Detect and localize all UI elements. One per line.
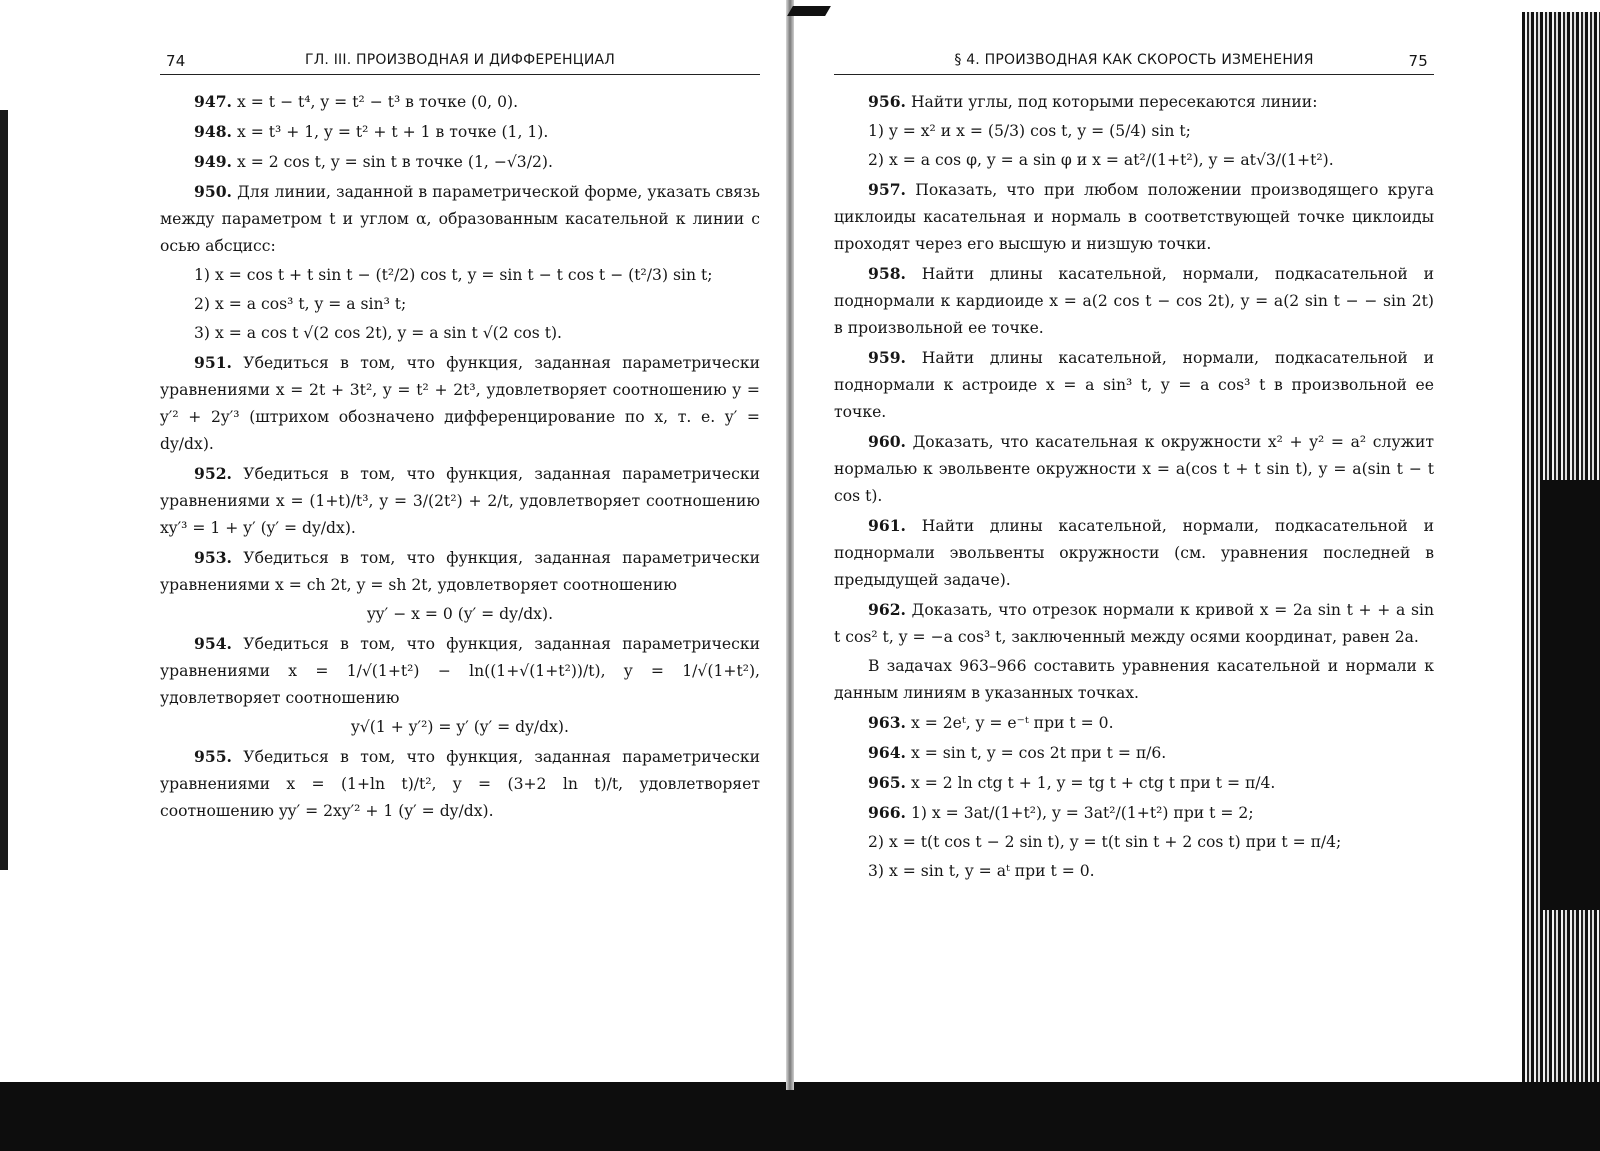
problem-number: 950. [194, 182, 232, 201]
problem-text: x = 2 cos t, y = sin t в точке (1, −√3/2). [236, 153, 553, 171]
right-running-title: § 4. ПРОИЗВОДНАЯ КАК СКОРОСТЬ ИЗМЕНЕНИЯ [954, 52, 1314, 68]
left-page-number: 74 [166, 52, 186, 70]
problem-text: x = t³ + 1, y = t² + t + 1 в точке (1, 1). [236, 123, 549, 141]
problem-952 [160, 460, 760, 542]
problem-956 [834, 88, 1434, 116]
problem-text: Убедиться в том, что функция, заданная параметрически уравнениями x = 1/√(1+t²) − ln((1+√(1+t²))/t), y = 1/√(1+t²), удовлетворяет соотношению [160, 635, 760, 707]
text-line [834, 118, 1434, 145]
problem-text: 1) x = cos t + t sin t − (t²/2) cos t, y = sin t − t cos t − (t²/3) sin t; [194, 266, 713, 284]
problem-text: 2) x = a cos φ, y = a sin φ и x = at²/(1+t²), y = at√3/(1+t²). [868, 151, 1334, 169]
problem-number: 966. [868, 803, 906, 822]
problem-text: Убедиться в том, что функция, заданная параметрически уравнениями x = ch 2t, y = sh 2t, удовлетворяет соотношению [160, 549, 760, 594]
problem-text: В задачах 963–966 составить уравнения касательной и нормали к данным линиям в указанных точках. [834, 657, 1434, 702]
text-line [160, 601, 760, 628]
right-running-head [834, 48, 1434, 75]
scan-left-edge [0, 110, 8, 870]
problem-number: 965. [868, 773, 906, 792]
problem-947 [160, 88, 760, 116]
book-spine [786, 0, 794, 1090]
problem-number: 962. [868, 600, 906, 619]
problem-962 [834, 596, 1434, 651]
problem-number: 957. [868, 180, 906, 199]
problem-text: Доказать, что отрезок нормали к кривой x = 2a sin t + + a sin t cos² t, y = −a cos³ t, заключенный между осями координат, равен 2a. [834, 601, 1434, 646]
problem-963 [834, 709, 1434, 737]
problem-949 [160, 148, 760, 176]
text-line [834, 858, 1434, 885]
problem-text: 2) x = t(t cos t − 2 sin t), y = t(t sin t + 2 cos t) при t = π/4; [868, 833, 1342, 851]
problem-text: x = 2eᵗ, y = e⁻ᵗ при t = 0. [910, 714, 1114, 732]
problem-958 [834, 260, 1434, 342]
problem-text: Показать, что при любом положении производящего круга циклоиды касательная и нормаль в соответствующей точке циклоиды проходят через его высшую и низшую точки. [834, 181, 1434, 253]
text-line [834, 653, 1434, 707]
problem-number: 963. [868, 713, 906, 732]
problem-number: 959. [868, 348, 906, 367]
problem-text: x = 2 ln ctg t + 1, y = tg t + ctg t при t = π/4. [910, 774, 1276, 792]
scan-right-shadow [1540, 480, 1600, 910]
problem-number: 948. [194, 122, 232, 141]
problem-text: x = t − t⁴, y = t² − t³ в точке (0, 0). [236, 93, 519, 111]
problem-959 [834, 344, 1434, 426]
problem-text: Доказать, что касательная к окружности x² + y² = a² служит нормалью к эвольвенте окружности x = a(cos t + t sin t), y = a(sin t − t cos t). [834, 433, 1434, 505]
problem-number: 964. [868, 743, 906, 762]
problem-950 [160, 178, 760, 260]
text-line [160, 714, 760, 741]
problem-951 [160, 349, 760, 458]
problem-948 [160, 118, 760, 146]
problem-960 [834, 428, 1434, 510]
left-page-body [160, 88, 760, 827]
problem-number: 947. [194, 92, 232, 111]
text-line [834, 147, 1434, 174]
problem-number: 958. [868, 264, 906, 283]
problem-number: 953. [194, 548, 232, 567]
problem-number: 954. [194, 634, 232, 653]
right-page-number: 75 [1408, 52, 1428, 70]
problem-number: 952. [194, 464, 232, 483]
problem-text: 1) x = 3at/(1+t²), y = 3at²/(1+t²) при t = 2; [910, 804, 1254, 822]
problem-961 [834, 512, 1434, 594]
problem-954 [160, 630, 760, 712]
problem-number: 955. [194, 747, 232, 766]
problem-953 [160, 544, 760, 599]
problem-965 [834, 769, 1434, 797]
problem-text: Убедиться в том, что функция, заданная параметрически уравнениями x = (1+t)/t³, y = 3/(2t²) + 2/t, удовлетворяет соотношению xy′³ = 1 + y′ (y′ = dy/dx). [160, 465, 760, 537]
text-line [160, 291, 760, 318]
problem-text: Для линии, заданной в параметрической форме, указать связь между параметром t и углом α, образованным касательной к линии с осью абсцисс: [160, 183, 760, 255]
problem-number: 956. [868, 92, 906, 111]
problem-number: 961. [868, 516, 906, 535]
problem-964 [834, 739, 1434, 767]
right-page-body [834, 88, 1434, 887]
problem-number: 951. [194, 353, 232, 372]
problem-text: 3) x = a cos t √(2 cos 2t), y = a sin t √(2 cos t). [194, 324, 562, 342]
problem-text: Найти углы, под которыми пересекаются линии: [910, 93, 1318, 111]
left-running-head [160, 48, 760, 75]
problem-text: x = sin t, y = cos 2t при t = π/6. [910, 744, 1167, 762]
problem-text: Найти длины касательной, нормали, подкасательной и поднормали к астроиде x = a sin³ t, y = a cos³ t в произвольной ее точке. [834, 349, 1434, 421]
problem-957 [834, 176, 1434, 258]
problem-text: Убедиться в том, что функция, заданная параметрически уравнениями x = (1+ln t)/t², y = (3+2 ln t)/t, удовлетворяет соотношению yy′ = 2xy′² + 1 (y′ = dy/dx). [160, 748, 760, 820]
left-running-title: ГЛ. III. ПРОИЗВОДНАЯ И ДИФФЕРЕНЦИАЛ [304, 52, 616, 68]
problem-number: 949. [194, 152, 232, 171]
problem-955 [160, 743, 760, 825]
problem-number: 960. [868, 432, 906, 451]
problem-text: Убедиться в том, что функция, заданная параметрически уравнениями x = 2t + 3t², y = t² + 2t³, удовлетворяет соотношению y = y′² + 2y′³ (штрихом обозначено дифференцирование по x, т. е. y′ = dy/dx). [160, 354, 760, 453]
text-line [160, 262, 760, 289]
problem-text: Найти длины касательной, нормали, подкасательной и поднормали к кардиоиде x = a(2 cos t − cos 2t), y = a(2 sin t − − sin 2t) в произвольной ее точке. [834, 265, 1434, 337]
text-line [160, 320, 760, 347]
problem-text: 3) x = sin t, y = aᵗ при t = 0. [868, 862, 1095, 880]
problem-text: 1) y = x² и x = (5/3) cos t, y = (5/4) sin t; [868, 122, 1191, 140]
problem-966 [834, 799, 1434, 827]
problem-text: y√(1 + y′²) = y′ (y′ = dy/dx). [351, 718, 569, 736]
problem-text: yy′ − x = 0 (y′ = dy/dx). [366, 605, 554, 623]
scan-bottom-shadow [0, 1082, 1600, 1151]
problem-text: Найти длины касательной, нормали, подкасательной и поднормали эвольвенты окружности (см. уравнения последней в предыдущей задаче). [834, 517, 1434, 589]
text-line [834, 829, 1434, 856]
problem-text: 2) x = a cos³ t, y = a sin³ t; [194, 295, 407, 313]
spine-mark [787, 6, 831, 16]
